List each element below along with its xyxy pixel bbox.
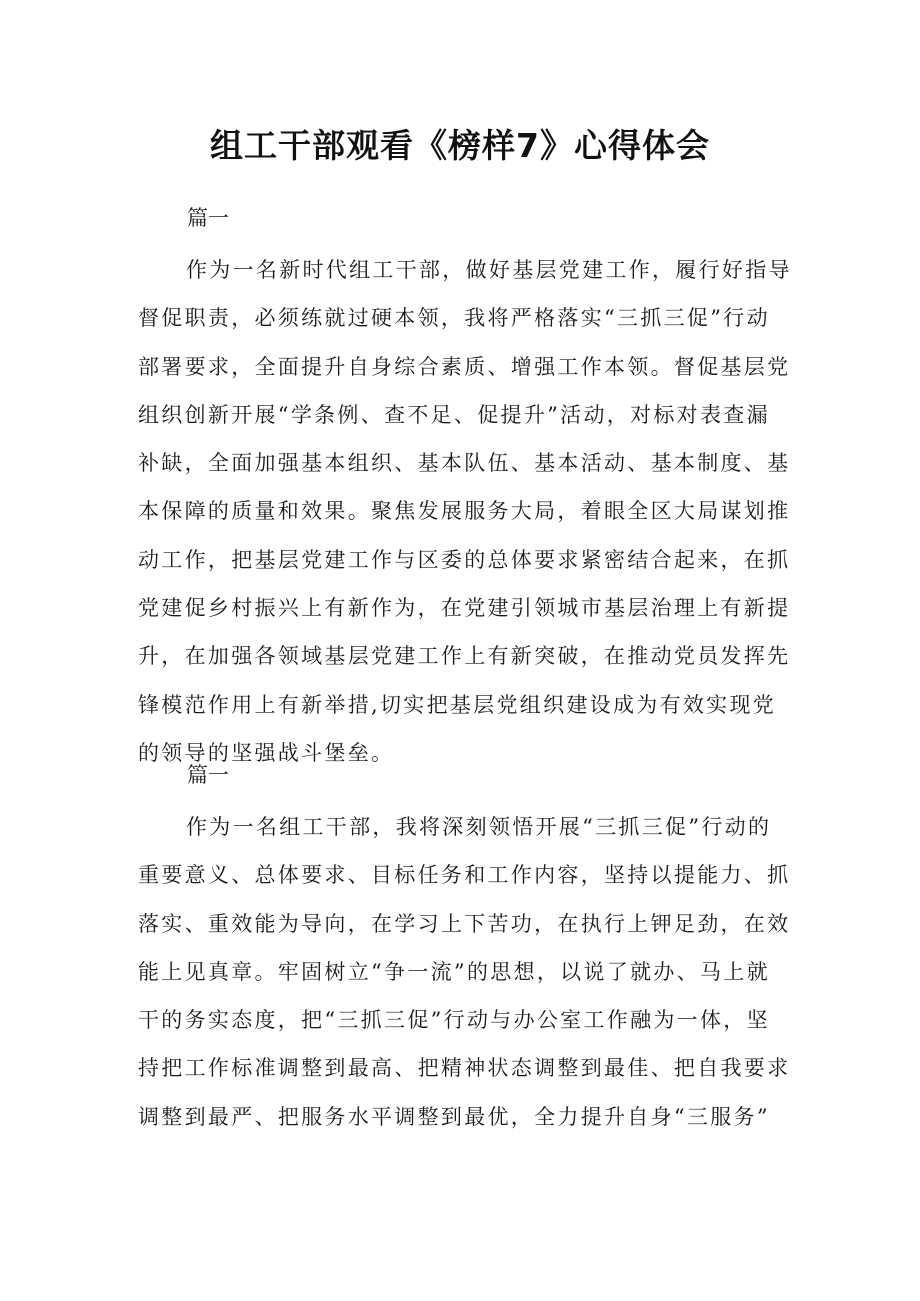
document-title: 组工干部观看《榜样7》心得体会: [210, 126, 710, 165]
paragraph-line: 组织创新开展“学条例、查不足、促提升”活动，对标对表查漏: [138, 402, 770, 427]
section-1-paragraph: [138, 246, 792, 777]
paragraph-line: 持把工作标准调整到最高、把精神状态调整到最佳、把自我要求: [138, 1056, 791, 1081]
paragraph-line: 补缺，全面加强基本组织、基本队伍、基本活动、基本制度、基: [138, 451, 791, 476]
paragraph-line: 锋模范作用上有新举措,切实把基层党组织建设成为有效实现党: [138, 692, 777, 717]
paragraph-line: 的领导的坚强战斗堡垒。: [138, 740, 395, 765]
paragraph-line: 能上见真章。牢固树立“争一流”的思想，以说了就办、马上就: [138, 959, 770, 984]
section-2-paragraph: [138, 803, 791, 1141]
paragraph-line: 部署要求，全面提升自身综合素质、增强工作本领。督促基层党: [138, 354, 791, 379]
paragraph-line: 重要意义、总体要求、目标任务和工作内容，坚持以提能力、抓: [138, 863, 791, 888]
paragraph-line: 党建促乡村振兴上有新作为，在党建引领城市基层治理上有新提: [138, 596, 791, 621]
paragraph-line: 作为一名新时代组工干部，做好基层党建工作，履行好指导: [186, 258, 792, 282]
paragraph-line: 干的务实态度，把“三抓三促”行动与办公室工作融为一体，坚: [138, 1008, 770, 1033]
paragraph-line: 升，在加强各领域基层党建工作上有新突破，在推动党员发挥先: [138, 644, 791, 669]
paragraph-line: 动工作，把基层党建工作与区委的总体要求紧密结合起来，在抓: [138, 547, 791, 572]
paragraph-line: 作为一名组工干部，我将深刻领悟开展“三抓三促”行动的: [186, 815, 772, 839]
paragraph-line: 督促职责，必须练就过硬本领，我将严格落实“三抓三促”行动: [138, 306, 770, 331]
paragraph-line: 本保障的质量和效果。聚焦发展服务大局，着眼全区大局谋划推: [138, 499, 791, 524]
paragraph-line: 调整到最严、把服务水平调整到最优，全力提升自身“三服务”: [138, 1104, 770, 1129]
section-2-heading: 篇一: [187, 763, 229, 787]
section-1-heading: 篇一: [187, 206, 229, 230]
paragraph-line: 落实、重效能为导向，在学习上下苦功，在执行上钾足劲，在效: [138, 911, 791, 936]
